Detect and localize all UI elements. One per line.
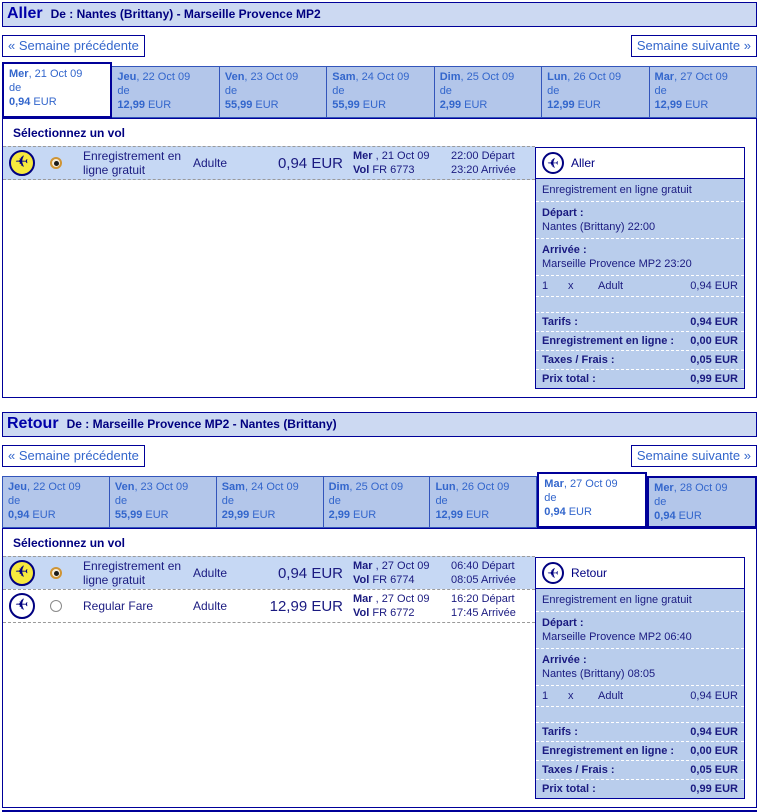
inbound-day-1[interactable]: Ven, 23 Oct 09 de 55,99 EUR [110,476,217,528]
inbound-day-2[interactable]: Sam, 24 Oct 09 de 29,99 EUR [217,476,324,528]
inbound-next-week-button[interactable]: Semaine suivante » [631,445,757,467]
summary-departure: Départ : Nantes (Brittany) 22:00 [536,201,744,238]
outbound-summary-body [536,179,744,388]
outbound-section [2,2,757,398]
fare-radio[interactable] [50,567,62,579]
select-flight-heading: Sélectionnez un vol [13,536,126,550]
fare-radio[interactable] [50,600,62,612]
inbound-day-4[interactable]: Lun, 26 Oct 09 de 12,99 EUR [430,476,537,528]
fare-icon-wrap [3,560,41,586]
fare-price: 12,99 EUR [269,597,343,615]
summary-title: Retour [571,566,608,580]
plane-outline-icon: ✈ [9,593,35,619]
inbound-day-6[interactable]: Mer, 28 Oct 09 de 0,94 EUR [647,476,757,528]
plane-icon: ✈ [9,560,35,586]
summary-spacer [536,707,744,722]
flight-date-block: Mar , 27 Oct 09 Vol FR 6774 [353,560,430,586]
inbound-summary-header [536,558,744,589]
summary-arrival: Arrivée : Nantes (Brittany) 08:05 [536,648,744,685]
summary-checkin-row: Enregistrement en ligne : 0,00 EUR [536,741,744,760]
flight-time-block: 22:00 Départ 23:20 Arrivée [451,150,516,176]
inbound-flight-list [3,529,535,623]
inbound-day-0[interactable]: Jeu, 22 Oct 09 de 0,94 EUR [2,476,110,528]
inbound-main [2,528,757,808]
inbound-route: De : Marseille Provence MP2 - Nantes (Brittany) [66,417,337,431]
outbound-day-1[interactable]: Jeu, 22 Oct 09 de 12,99 EUR [112,66,219,118]
summary-title: Aller [571,156,596,170]
pax-type: Adulte [193,156,228,170]
summary-tarifs-row: Tarifs : 0,94 EUR [536,312,744,331]
outbound-summary-header [536,148,744,179]
outbound-flight-row[interactable] [3,146,535,180]
outbound-day-0[interactable]: Mer, 21 Oct 09 de 0,94 EUR [2,62,112,118]
inbound-day-3[interactable]: Dim, 25 Oct 09 de 2,99 EUR [324,476,431,528]
outbound-flight-list [3,119,535,180]
select-flight-heading: Sélectionnez un vol [13,126,126,140]
outbound-summary [535,147,745,389]
outbound-day-4[interactable]: Dim, 25 Oct 09 de 2,99 EUR [435,66,542,118]
inbound-day-5[interactable]: Mar, 27 Oct 09 de 0,94 EUR [537,472,647,528]
summary-departure: Départ : Marseille Provence MP2 06:40 [536,611,744,648]
outbound-day-5[interactable]: Lun, 26 Oct 09 de 12,99 EUR [542,66,649,118]
summary-fare: Enregistrement en ligne gratuit [542,594,692,606]
inbound-calendar [2,472,757,528]
summary-pax-row: 1 x Adult 0,94 EUR [536,275,744,297]
outbound-prev-week-button[interactable]: « Semaine précédente [2,35,145,57]
outbound-title: Aller [7,5,43,22]
plane-icon: ✈ [9,150,35,176]
fare-radio[interactable] [50,157,62,169]
fare-icon-wrap [3,150,41,176]
inbound-section [2,412,757,808]
pax-type: Adulte [193,599,228,613]
summary-tarifs-row: Tarifs : 0,94 EUR [536,722,744,741]
flight-time-block: 06:40 Départ 08:05 Arrivée [451,560,516,586]
summary-taxes-row: Taxes / Frais : 0,05 EUR [536,760,744,779]
summary-total-row: Prix total : 0,99 EUR [536,779,744,798]
outbound-next-week-button[interactable]: Semaine suivante » [631,35,757,57]
summary-taxes-row: Taxes / Frais : 0,05 EUR [536,350,744,369]
summary-pax-row: 1 x Adult 0,94 EUR [536,685,744,707]
inbound-summary-body [536,589,744,798]
summary-fare: Enregistrement en ligne gratuit [542,184,692,196]
outbound-calendar [2,62,757,118]
plane-outline-icon: ✈ [542,562,564,584]
inbound-title: Retour [7,415,59,432]
summary-spacer [536,297,744,312]
summary-total-row: Prix total : 0,99 EUR [536,369,744,388]
outbound-main [2,118,757,398]
inbound-flight-row-1[interactable] [3,589,535,623]
plane-outline-icon: ✈ [542,152,564,174]
outbound-week-nav [2,35,757,57]
flight-date-block: Mer , 21 Oct 09 Vol FR 6773 [353,150,430,176]
fare-name: Enregistrement en ligne gratuit [83,559,182,587]
summary-arrival: Arrivée : Marseille Provence MP2 23:20 [536,238,744,275]
inbound-summary [535,557,745,799]
fare-icon-wrap [3,593,41,619]
outbound-header [2,2,757,27]
inbound-week-nav [2,445,757,467]
outbound-day-3[interactable]: Sam, 24 Oct 09 de 55,99 EUR [327,66,434,118]
fare-name: Regular Fare [83,599,154,613]
summary-checkin-row: Enregistrement en ligne : 0,00 EUR [536,331,744,350]
fare-name: Enregistrement en ligne gratuit [83,149,182,177]
flight-time-block: 16:20 Départ 17:45 Arrivée [451,593,516,619]
pax-type: Adulte [193,566,228,580]
inbound-flight-row-0[interactable] [3,556,535,589]
fare-price: 0,94 EUR [277,154,343,172]
outbound-day-6[interactable]: Mar, 27 Oct 09 de 12,99 EUR [650,66,757,118]
fare-price: 0,94 EUR [277,564,343,582]
inbound-prev-week-button[interactable]: « Semaine précédente [2,445,145,467]
flight-date-block: Mar , 27 Oct 09 Vol FR 6772 [353,593,430,619]
outbound-route: De : Nantes (Brittany) - Marseille Provence MP2 [50,7,321,21]
outbound-day-2[interactable]: Ven, 23 Oct 09 de 55,99 EUR [220,66,327,118]
inbound-header [2,412,757,437]
